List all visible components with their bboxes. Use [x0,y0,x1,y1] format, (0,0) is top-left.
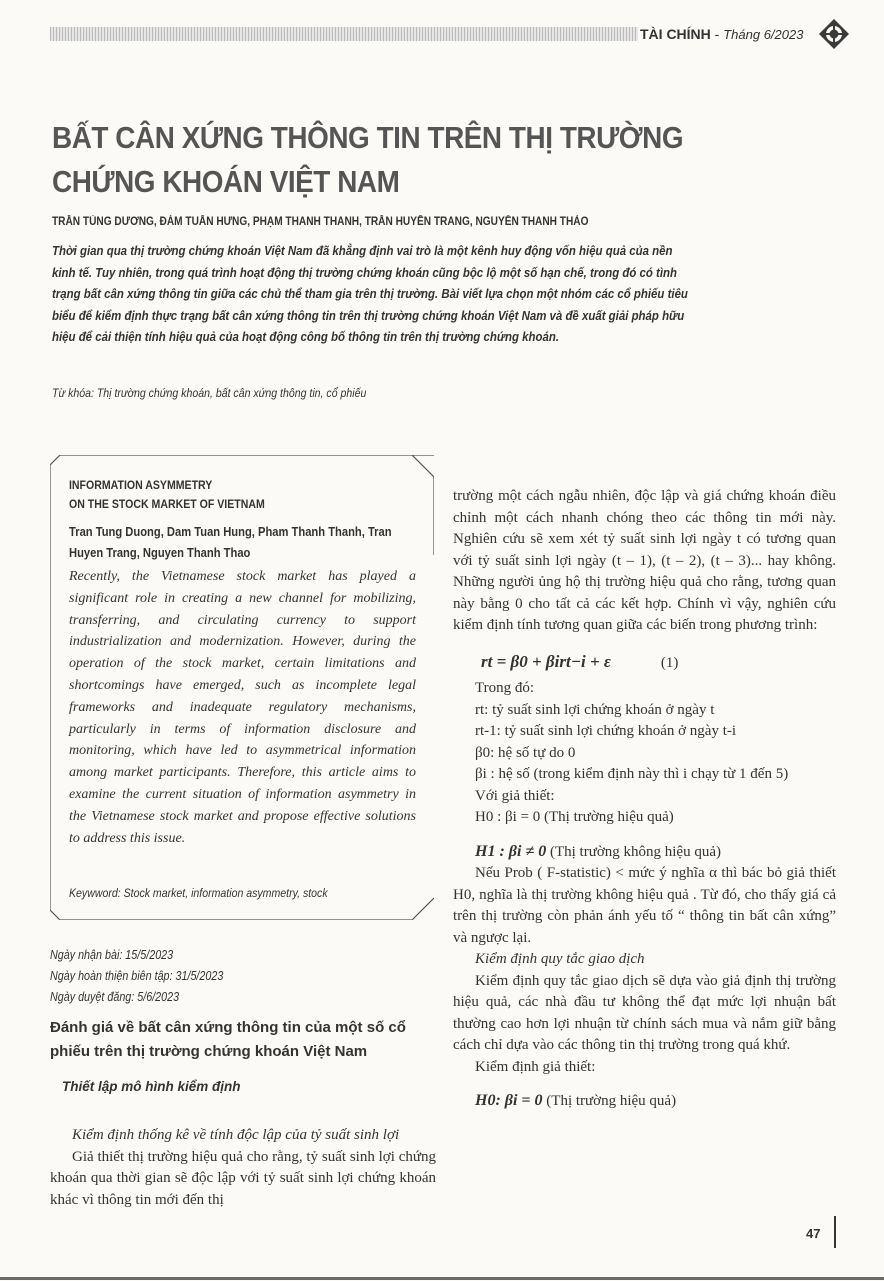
hypothesis-h0-second [453,1090,836,1113]
right-column-body [453,486,836,1113]
right-paragraph-4: Kiểm định quy tắc giao dịch sẽ dựa vào giả định thị trường hiệu quả, các nhà đầu tư không thể đạt mức lợi nhuận bất thường cao hơn lợi nhuận từ chính sách mua và nắm giữ bằng cách chỉ dựa vào các thông tin thị trường trong quá khứ. [453,972,836,1053]
right-paragraph-1: trường một cách ngẫu nhiên, độc lập và giá chứng khoán điều chỉnh một cách nhanh chóng theo các thông tin mới này. Nghiên cứu sẽ xem xét tỷ suất sinh lợi ngày t có tương quan với tỷ suất sinh lợi ngày (t – 1), (t – 2), (t – 3)... hay không. Những người ủng hộ thị trường hiệu quả cho rằng, tương quan này bằng 0 cho tất cả các kết hợp. Chính vì vậy, nghiên cứu kiểm định tính tương quan giữa các biến trong phương trình: [453,488,836,633]
hypothesis-h1-text: (Thị trường không hiệu quả) [549,843,721,860]
article-keywords: Từ khóa: Thị trường chứng khoán, bất cân xứng thông tin, cổ phiếu [52,386,367,400]
english-keywords-label: Keywword: [69,886,121,900]
sub-heading: Thiết lập mô hình kiểm định [62,1079,241,1094]
definition-beta-0: β0: hệ số tự do 0 [475,744,576,761]
equation-1-number: (1) [660,654,679,671]
date-accepted: Ngày duyệt đăng: 5/6/2023 [50,990,180,1004]
hypothesis-h1-math: H1 : βi ≠ 0 [475,842,547,860]
hypothesis-h0: H0 : βi = 0 (Thị trường hiệu quả) [475,809,674,825]
definition-rt: rt: tỷ suất sinh lợi chứng khoán ở ngày t [475,701,715,718]
date-revised: Ngày hoàn thiện biên tập: 31/5/2023 [50,969,224,983]
english-title-line-1: INFORMATION ASYMMETRY [69,478,213,492]
left-paragraph-1: Kiểm định thống kê về tính độc lập của tỷ suất sinh lợi [72,1127,400,1143]
title-line-2: CHỨNG KHOÁN VIỆT NAM [52,164,400,199]
left-column-body [50,1125,436,1211]
english-title [69,476,265,514]
article-abstract: Thời gian qua thị trường chứng khoán Việt Nam đã khẳng định vai trò là một kênh huy động vốn hiệu quả của nền kinh tế. Tuy nhiên, trong quá trình hoạt động thị trường chứng khoán cũng bộc lộ một số hạn chế, trong đó có tình trạng bất cân xứng thông tin giữa các chủ thể tham gia trên thị trường. Bài viết lựa chọn một nhóm các cổ phiếu tiêu biểu để kiểm định thực trạng bất cân xứng thông tin trên thị trường chứng khoán Việt Nam và đề xuất giải pháp hữu hiệu để cải thiện tính hiệu quả của hoạt động công bố thông tin trên thị trường chứng khoán. [52,243,688,344]
english-title-line-2: ON THE STOCK MARKET OF VIETNAM [69,497,265,511]
date-received: Ngày nhận bài: 15/5/2023 [50,948,174,962]
hypothesis-h0b-text: (Thị trường hiệu quả) [546,1093,677,1109]
article-authors: TRẦN TÙNG DƯƠNG, ĐÀM TUẤN HƯNG, PHẠM THANH THANH, TRẦN HUYỀN TRANG, NGUYỄN THANH THẢO [52,216,589,228]
definition-rt-1: rt-1: tỷ suất sinh lợi chứng khoán ở ngày t-i [475,723,737,739]
header-section: TÀI CHÍNH [640,26,711,42]
page-number: 47 [806,1226,821,1241]
header-issue: Tháng 6/2023 [723,27,804,42]
section-heading: Đánh giá về bất cân xứng thông tin của một số cổ phiếu trên thị trường chứng khoán Việt Nam [50,1019,406,1060]
article-title [52,116,700,204]
english-abstract: Recently, the Vietnamese stock market has played a significant role in creating a new channel for mobilizing, transferring, and circulating currency to support industrialization and modernization. However, during the operation of the stock market, certain limitations and shortcomings have emerged, such as incomplete legal frameworks and inadequate regulatory mechanisms, particularly in terms of information disclosure and monitoring, which have led to asymmetrical information among market participants. Therefore, this article aims to examine the current situation of information asymmetry in the Vietnamese stock market and propose effective solutions to address this issue. [69,569,416,846]
left-paragraph-2: Giả thiết thị trường hiệu quả cho rằng, tỷ suất sinh lợi chứng khoán qua thời gian sẽ độc lập với tỷ suất sinh lợi chứng khoán khác vì thông tin mới đến thị [50,1148,436,1208]
bottom-rule [0,1277,884,1280]
english-keywords-text: Stock market, information asymmetry, stock [123,886,328,900]
english-keywords [69,886,328,900]
right-paragraph-3: Kiểm định quy tắc giao dịch [475,951,645,967]
hypothesis-h0b-math: H0: βi = 0 [475,1092,543,1109]
english-authors: Tran Tung Duong, Dam Tuan Hung, Pham Thanh Thanh, Tran Huyen Trang, Nguyen Thanh Thao [69,524,392,560]
assumption-label: Với giả thiết: [475,787,555,804]
definition-beta-i: βi : hệ số (trong kiểm định này thì i chạy từ 1 đến 5) [475,766,789,782]
article-dates [50,945,223,1008]
running-header: TÀI CHÍNH - Tháng 6/2023 [640,26,804,42]
diamond-logo-icon [818,18,850,50]
page-number-rule [834,1216,836,1248]
header-hatch-bar [50,27,638,41]
equation-1-body: rt = β0 + βirt−i + ε [481,651,611,671]
right-paragraph-2: Nếu Prob ( F-statistic) < mức ý nghĩa α thì bác bỏ giả thiết H0, nghĩa là thị trường không hiệu quả . Từ đó, cho thấy giá cả trên thị trường còn phản ánh yếu tố “ thông tin bất cân xứng” và ngược lại. [453,865,836,946]
where-label: Trong đó: [475,680,535,696]
hypothesis-h1 [453,841,836,864]
equation-1 [453,651,836,675]
right-paragraph-5: Kiểm định giả thiết: [475,1058,596,1075]
title-line-1: BẤT CÂN XỨNG THÔNG TIN TRÊN THỊ TRƯỜNG [52,120,684,155]
